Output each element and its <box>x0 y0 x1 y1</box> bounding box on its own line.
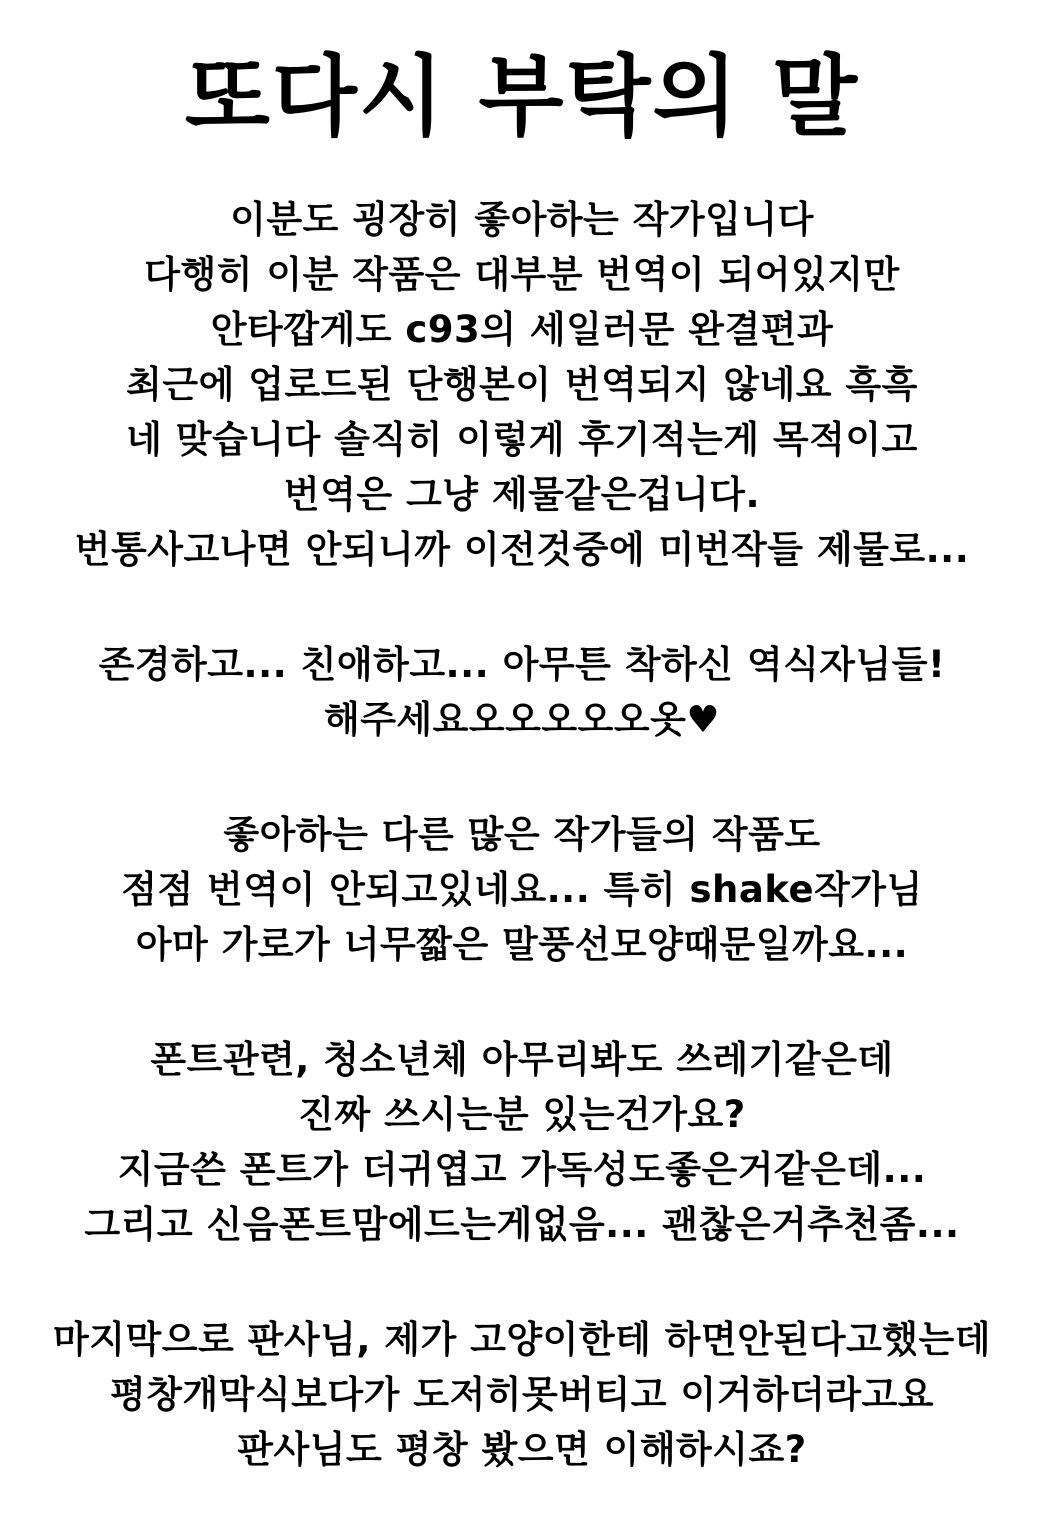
text-line: 점점 번역이 안되고있네요... 특히 shake작가님 <box>121 868 923 911</box>
paragraph-fonts <box>0 1032 1044 1252</box>
text-line: 다행히 이분 작품은 대부분 번역이 되어있지만 <box>144 253 900 296</box>
text-line: 아마 가로가 너무짧은 말풍선모양때문일까요... <box>135 923 909 966</box>
text-line: 판사님도 평창 봤으면 이해하시죠? <box>237 1428 807 1471</box>
text-line: 안타깝게도 c93의 세일러문 완결편과 <box>210 308 834 351</box>
paragraph-request <box>0 637 1044 747</box>
page-title: 또다시 부탁의 말 <box>184 45 860 148</box>
text-line: 번통사고나면 안되니까 이전것중에 미번작들 제물로... <box>74 528 970 571</box>
text-line: 진짜 쓰시는분 있는건가요? <box>298 1093 746 1136</box>
text-line: 폰트관련, 청소년체 아무리봐도 쓰레기같은데 <box>150 1038 894 1081</box>
text-line: 해주세요오오오오오옷♥ <box>323 698 721 741</box>
paragraph-closing <box>0 1312 1044 1477</box>
text-line: 그리고 신음폰트맘에드는게없음... 괜찮은거추천좀... <box>84 1203 960 1246</box>
text-line: 마지막으로 판사님, 제가 고양이한테 하면안된다고했는데 <box>53 1318 991 1361</box>
text-line: 존경하고... 친애하고... 아무튼 착하신 역식자님들! <box>98 643 946 686</box>
text-line: 평창개막식보다가 도저히못버티고 이거하더라고요 <box>109 1373 935 1416</box>
paragraph-intro <box>0 192 1044 577</box>
paragraph-authors <box>0 807 1044 972</box>
text-line: 최근에 업로드된 단행본이 번역되지 않네요 흑흑 <box>126 363 918 406</box>
text-line: 좋아하는 다른 많은 작가들의 작품도 <box>223 813 821 856</box>
text-line: 이분도 굉장히 좋아하는 작가입니다 <box>230 198 814 241</box>
text-line: 지금쓴 폰트가 더귀엽고 가독성도좋은거같은데... <box>117 1148 927 1191</box>
text-line: 번역은 그냥 제물같은겁니다. <box>283 473 761 516</box>
text-line: 네 맞습니다 솔직히 이렇게 후기적는게 목적이고 <box>126 418 918 461</box>
